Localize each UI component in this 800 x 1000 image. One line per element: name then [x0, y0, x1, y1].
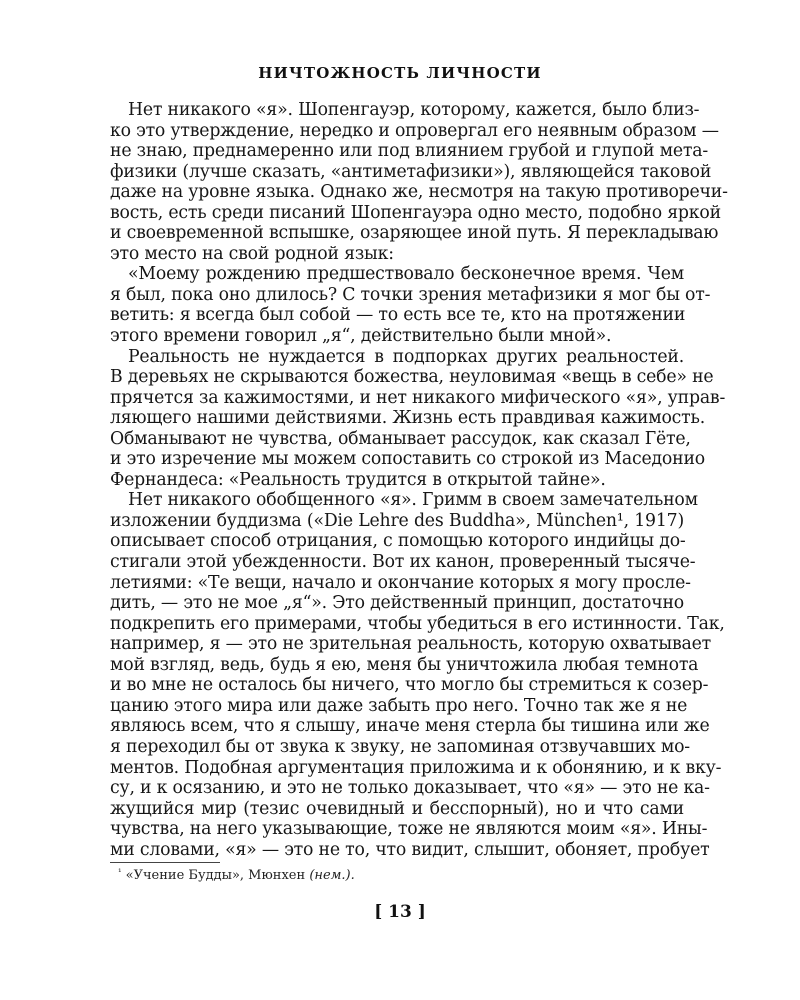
- text-line: описывает способ отрицания, с помощью которого индийцы до-: [110, 531, 686, 552]
- text-line: стигали этой убежденности. Вот их канон, проверенный тысяче-: [110, 552, 696, 573]
- text-line: вость, есть среди писаний Шопенгауэра одно место, подобно яркой: [110, 202, 721, 223]
- text-line: ляющего нашими действиями. Жизнь есть правдивая кажимость.: [110, 408, 705, 429]
- text-line: Нет никакого «я». Шопенгауэр, которому, кажется, было близ-: [128, 100, 700, 120]
- text-line: не знаю, преднамеренно или под влиянием грубой и глупой мета-: [110, 141, 708, 162]
- text-line: Обманывают не чувства, обманывает рассудок, как сказал Гёте,: [110, 428, 691, 449]
- text-line: жущийся мир (тезис очевидный и бесспорный), но и что сами: [110, 798, 684, 819]
- text-line: летиями: «Те вещи, начало и окончание которых я могу просле-: [110, 572, 691, 593]
- page-number: [ 13 ]: [374, 902, 426, 922]
- text-line: это место на свой родной язык:: [110, 243, 394, 264]
- text-line: чувства, на него указывающие, тоже не являются моим «я». Ины-: [110, 819, 708, 840]
- text-line: су, и к осязанию, и это не только доказывает, что «я» — это не ка-: [110, 778, 710, 799]
- text-line: мой взгляд, ведь, будь я ею, меня бы уничтожила любая темнота: [110, 654, 699, 675]
- text-line: даже на уровне языка. Однако же, несмотря на такую противоречи-: [110, 182, 728, 203]
- footnote-language-note: (нем.).: [309, 868, 355, 883]
- text-line: В деревьях не скрываются божества, неуловимая «вещь в себе» не: [110, 367, 714, 388]
- text-line: я переходил бы от звука к звуку, не запоминая отзвучавших мо-: [110, 736, 690, 757]
- text-line: прячется за кажимостями, и нет никакого мифического «я», управ-: [110, 387, 726, 408]
- text-line: изложении буддизма («Die Lehre des Buddha», München¹, 1917): [110, 510, 684, 531]
- footnote-text: «Учение Будды», Мюнхен: [125, 868, 306, 883]
- footnote-divider: [110, 862, 220, 863]
- text-line: этого времени говорил „я“, действительно были мной».: [110, 326, 612, 347]
- text-line: и своевременной вспышке, озаряющее иной путь. Я перекладываю: [110, 223, 719, 244]
- text-line: подкрепить его примерами, чтобы убедиться в его истинности. Так,: [110, 613, 725, 634]
- main-text: [110, 100, 728, 860]
- text-line: например, я — это не зрительная реальность, которую охватывает: [110, 634, 711, 655]
- text-line: дить, — это не мое „я“». Это действенный принцип, достаточно: [110, 593, 684, 614]
- text-line: Нет никакого обобщенного «я». Гримм в своем замечательном: [128, 490, 698, 511]
- text-line: и это изречение мы можем сопоставить со строкой из Маседонио: [110, 449, 705, 470]
- footnote: [118, 868, 355, 883]
- running-title: НИЧТОЖНОСТЬ ЛИЧНОСТИ: [258, 64, 542, 82]
- text-line: «Моему рождению предшествовало бесконечное время. Чем: [128, 264, 684, 285]
- text-line: ми словами, «я» — это не то, что видит, слышит, обоняет, пробует: [110, 839, 710, 860]
- text-line: являюсь всем, что я слышу, иначе меня стерла бы тишина или же: [110, 716, 710, 737]
- text-line: ко это утверждение, нередко и опровергал его неявным образом —: [110, 120, 719, 141]
- text-line: Фернандеса: «Реальность трудится в открытой тайне».: [110, 469, 606, 490]
- text-line: Реальность не нуждается в подпорках других реальностей.: [128, 346, 684, 367]
- text-line: ветить: я всегда был собой — то есть все те, кто на протяжении: [110, 305, 686, 326]
- text-line: ментов. Подобная аргументация приложима и к обонянию, и к вку-: [110, 757, 722, 778]
- text-line: я был, пока оно длилось? С точки зрения метафизики я мог бы от-: [110, 284, 711, 305]
- text-line: цанию этого мира или даже забыть про него. Точно так же я не: [110, 695, 688, 716]
- text-line: и во мне не осталось бы ничего, что могло бы стремиться к созер-: [110, 675, 709, 696]
- footnote-mark: ¹: [118, 868, 122, 878]
- text-line: физики (лучше сказать, «антиметафизики»), являющейся таковой: [110, 161, 712, 182]
